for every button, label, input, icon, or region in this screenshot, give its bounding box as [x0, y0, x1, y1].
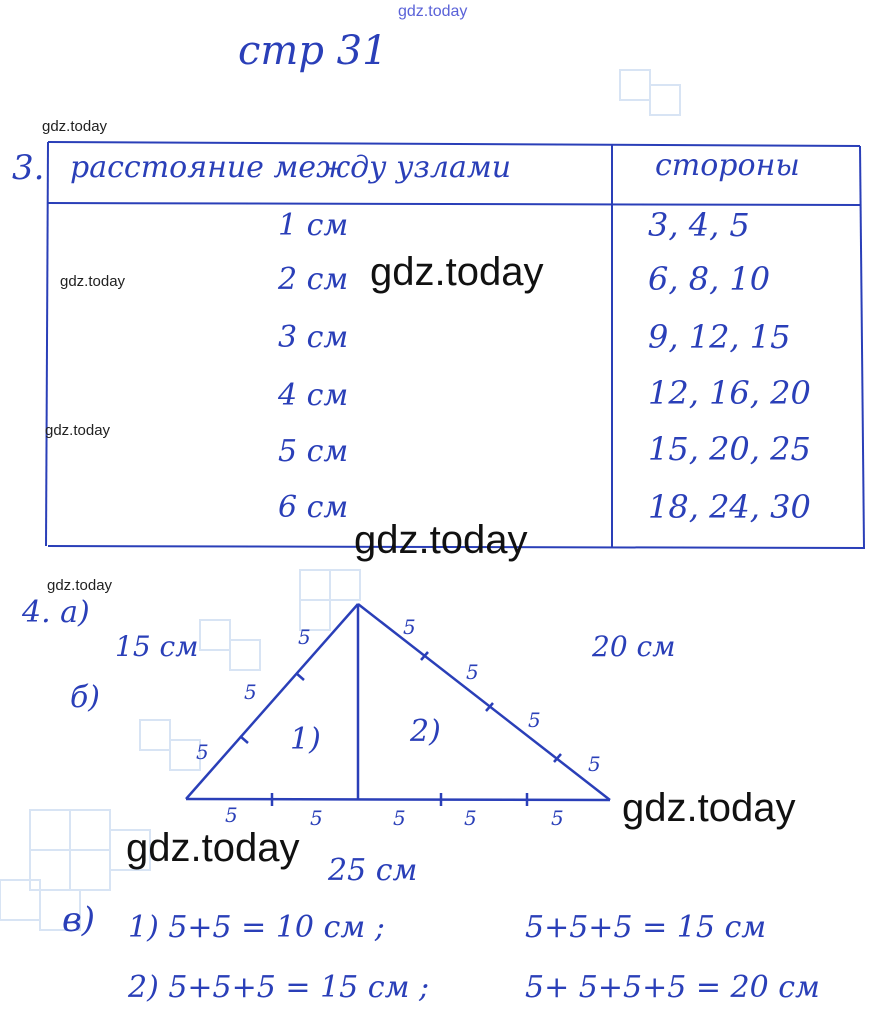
segment-label: 5 — [225, 803, 238, 827]
table-header-distance: расстояние между узлами — [70, 150, 512, 185]
table-cell-distance: 3 см — [278, 320, 349, 355]
table-cell-distance: 2 см — [278, 262, 349, 297]
watermark-large-3: gdz.today — [622, 786, 796, 830]
triangle-part-2-label: 2) — [410, 714, 441, 749]
table-cell-sides: 18, 24, 30 — [648, 488, 811, 526]
triangle-left-side — [186, 604, 358, 799]
segment-label: 5 — [393, 806, 406, 830]
watermark-1: gdz.today — [42, 118, 108, 135]
calculation-2: 2) 5+5+5 = 15 см ; — [128, 970, 430, 1005]
triangle-right-side — [358, 604, 610, 800]
segment-label: 5 — [298, 625, 311, 649]
task4a-left-length: 15 см — [115, 630, 199, 663]
calculation-1: 1) 5+5 = 10 см ; — [128, 910, 385, 945]
task4c-label: в) — [62, 900, 96, 940]
segment-label: 5 — [588, 752, 601, 776]
watermark-top: gdz.today — [398, 3, 468, 20]
calculation-3: 5+5+5 = 15 см — [525, 910, 767, 945]
segment-label: 5 — [466, 660, 479, 684]
table-cell-sides: 3, 4, 5 — [648, 206, 750, 244]
watermark-4: gdz.today — [47, 577, 113, 594]
triangle-figure — [186, 604, 610, 806]
table-cell-sides: 6, 8, 10 — [648, 260, 771, 298]
task4b-label: б) — [70, 680, 101, 715]
table-cell-distance: 4 см — [278, 378, 349, 413]
task4-number: 4. а) — [22, 595, 90, 630]
task4b-base-length: 25 см — [328, 853, 418, 888]
segment-label: 5 — [310, 806, 323, 830]
table-cell-distance: 1 см — [278, 208, 349, 243]
page-number-heading: стр 31 — [238, 28, 388, 74]
segment-label: 5 — [244, 680, 257, 704]
segment-label: 5 — [196, 740, 209, 764]
watermark-large-1: gdz.today — [370, 250, 544, 294]
segment-label: 5 — [403, 615, 416, 639]
segment-label: 5 — [464, 806, 477, 830]
table-cell-sides: 12, 16, 20 — [648, 374, 811, 412]
watermark-2: gdz.today — [60, 273, 126, 290]
task3-number: 3. — [12, 148, 45, 188]
calculation-4: 5+ 5+5+5 = 20 см — [525, 970, 820, 1005]
table-header-sides: стороны — [655, 148, 800, 183]
watermark-3: gdz.today — [45, 422, 111, 439]
segment-label: 5 — [551, 806, 564, 830]
triangle-base — [186, 799, 610, 800]
triangle-part-1-label: 1) — [290, 722, 321, 757]
segment-label: 5 — [528, 708, 541, 732]
task4a-right-length: 20 см — [592, 630, 676, 663]
watermark-large-4: gdz.today — [126, 826, 300, 870]
table-cell-sides: 9, 12, 15 — [648, 318, 791, 356]
table-cell-distance: 5 см — [278, 434, 349, 469]
table-cell-sides: 15, 20, 25 — [648, 430, 811, 468]
table-cell-distance: 6 см — [278, 490, 349, 525]
watermark-large-2: gdz.today — [354, 518, 528, 562]
